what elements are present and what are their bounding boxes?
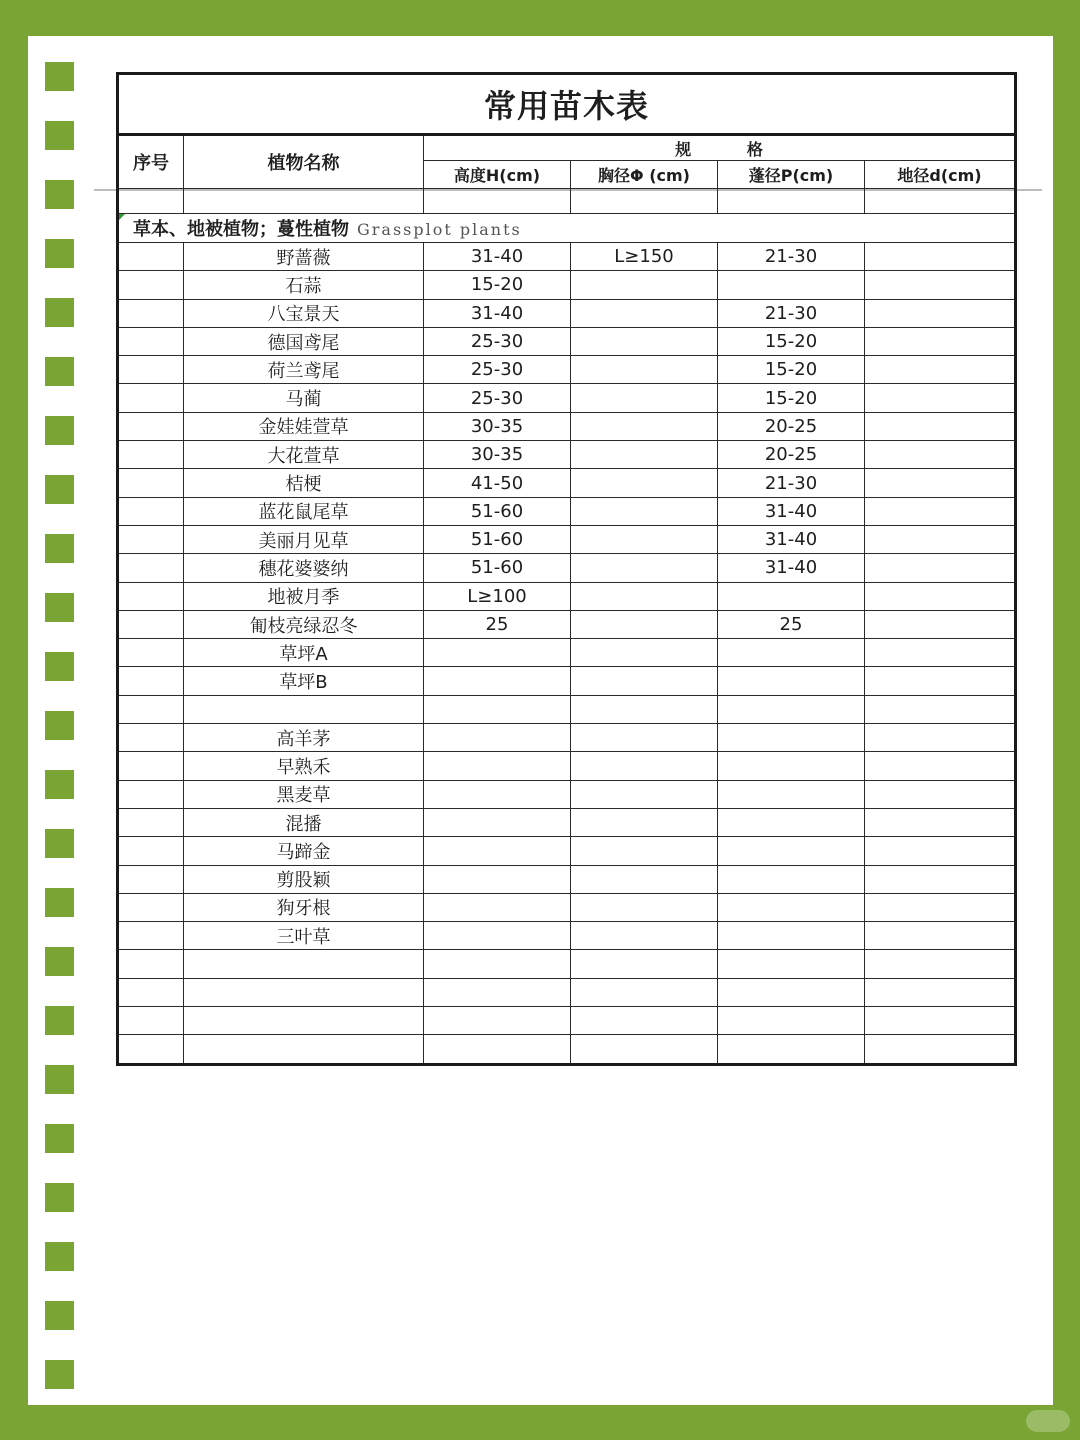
ground-cell — [865, 497, 1016, 525]
height-cell — [424, 780, 571, 808]
crown-cell — [718, 780, 865, 808]
crown-cell: 25 — [718, 610, 865, 638]
height-cell: 25-30 — [424, 327, 571, 355]
plant-name-cell: 地被月季 — [184, 582, 424, 610]
dbh-cell — [571, 356, 718, 384]
table-row — [118, 525, 1016, 553]
dbh-cell — [571, 441, 718, 469]
table-row — [118, 695, 1016, 723]
dbh-cell — [571, 327, 718, 355]
binder-hole — [45, 711, 74, 740]
plant-name-cell: 剪股颖 — [184, 865, 424, 893]
row-no-cell — [118, 780, 184, 808]
ground-cell — [865, 865, 1016, 893]
ground-cell — [865, 922, 1016, 950]
height-cell: 15-20 — [424, 271, 571, 299]
height-cell: 25 — [424, 610, 571, 638]
table-row — [118, 582, 1016, 610]
binder-hole — [45, 1006, 74, 1035]
row-no-cell — [118, 554, 184, 582]
dbh-cell — [571, 950, 718, 978]
row-no-cell — [118, 893, 184, 921]
spacer-cell — [718, 189, 865, 214]
binder-hole — [45, 357, 74, 386]
crown-cell — [718, 582, 865, 610]
crown-cell — [718, 271, 865, 299]
crown-cell: 31-40 — [718, 554, 865, 582]
table-row — [118, 837, 1016, 865]
row-no-cell — [118, 922, 184, 950]
table-row — [118, 1035, 1016, 1064]
height-cell — [424, 837, 571, 865]
row-no-cell — [118, 525, 184, 553]
plant-name-cell: 匍枝亮绿忍冬 — [184, 610, 424, 638]
height-cell — [424, 695, 571, 723]
ground-cell — [865, 639, 1016, 667]
row-no-cell — [118, 356, 184, 384]
height-cell — [424, 1007, 571, 1035]
table-row — [118, 384, 1016, 412]
ground-cell — [865, 525, 1016, 553]
plant-name-cell: 草坪A — [184, 639, 424, 667]
row-no-cell — [118, 243, 184, 271]
table-row — [118, 497, 1016, 525]
height-cell: 30-35 — [424, 412, 571, 440]
crown-cell: 15-20 — [718, 384, 865, 412]
height-cell: 51-60 — [424, 497, 571, 525]
ground-cell — [865, 893, 1016, 921]
plant-name-cell: 金娃娃萱草 — [184, 412, 424, 440]
row-no-cell — [118, 327, 184, 355]
table-row — [118, 752, 1016, 780]
spacer-cell — [424, 189, 571, 214]
binder-hole — [45, 888, 74, 917]
plant-name-cell: 混播 — [184, 808, 424, 836]
plant-name-cell: 桔梗 — [184, 469, 424, 497]
height-cell — [424, 808, 571, 836]
crown-cell: 21-30 — [718, 469, 865, 497]
cell-comment-marker — [119, 214, 125, 220]
plant-name-cell: 黑麦草 — [184, 780, 424, 808]
height-cell — [424, 724, 571, 752]
crown-cell — [718, 950, 865, 978]
table-row — [118, 327, 1016, 355]
plant-name-cell: 野蔷薇 — [184, 243, 424, 271]
header-no: 序号 — [118, 135, 184, 189]
ground-cell — [865, 469, 1016, 497]
row-no-cell — [118, 667, 184, 695]
ground-cell — [865, 724, 1016, 752]
plant-name-cell: 美丽月见草 — [184, 525, 424, 553]
binder-hole — [45, 947, 74, 976]
height-cell: 31-40 — [424, 243, 571, 271]
table-row — [118, 667, 1016, 695]
header-height: 高度H(cm) — [424, 161, 571, 189]
table-row — [118, 865, 1016, 893]
crown-cell: 15-20 — [718, 327, 865, 355]
row-no-cell — [118, 441, 184, 469]
binder-hole — [45, 1301, 74, 1330]
table-row — [118, 808, 1016, 836]
table-row — [118, 271, 1016, 299]
plant-name-cell: 马蹄金 — [184, 837, 424, 865]
dbh-cell — [571, 554, 718, 582]
binder-hole — [45, 121, 74, 150]
plant-name-cell — [184, 978, 424, 1006]
binder-hole — [45, 180, 74, 209]
ground-cell — [865, 610, 1016, 638]
dbh-cell — [571, 525, 718, 553]
ground-cell — [865, 441, 1016, 469]
dbh-cell — [571, 271, 718, 299]
dbh-cell — [571, 978, 718, 1006]
plant-name-cell: 高羊茅 — [184, 724, 424, 752]
crown-cell — [718, 893, 865, 921]
row-no-cell — [118, 1007, 184, 1035]
ground-cell — [865, 1007, 1016, 1035]
row-no-cell — [118, 610, 184, 638]
height-cell: 51-60 — [424, 525, 571, 553]
height-cell: 25-30 — [424, 384, 571, 412]
ground-cell — [865, 327, 1016, 355]
plant-name-cell: 早熟禾 — [184, 752, 424, 780]
dbh-cell — [571, 893, 718, 921]
height-cell: 41-50 — [424, 469, 571, 497]
table-row — [118, 412, 1016, 440]
ground-cell — [865, 356, 1016, 384]
binder-hole — [45, 1360, 74, 1389]
row-no-cell — [118, 978, 184, 1006]
ground-cell — [865, 695, 1016, 723]
binder-hole — [45, 298, 74, 327]
height-cell — [424, 667, 571, 695]
dbh-cell — [571, 922, 718, 950]
crown-cell: 21-30 — [718, 299, 865, 327]
crown-cell: 21-30 — [718, 243, 865, 271]
table-row — [118, 950, 1016, 978]
dbh-cell — [571, 610, 718, 638]
watermark-badge — [1026, 1410, 1070, 1432]
crown-cell — [718, 808, 865, 836]
binder-hole — [45, 829, 74, 858]
table-title: 常用苗木表 — [118, 74, 1016, 135]
ground-cell — [865, 978, 1016, 1006]
dbh-cell — [571, 497, 718, 525]
header-spec: 规 格 — [424, 135, 1016, 161]
dbh-cell — [571, 639, 718, 667]
spacer-cell — [184, 189, 424, 214]
table-row — [118, 1007, 1016, 1035]
crown-cell — [718, 724, 865, 752]
ground-cell — [865, 271, 1016, 299]
binder-hole — [45, 770, 74, 799]
dbh-cell — [571, 695, 718, 723]
plant-name-cell: 八宝景天 — [184, 299, 424, 327]
table-row — [118, 724, 1016, 752]
height-cell — [424, 639, 571, 667]
dbh-cell — [571, 808, 718, 836]
section-heading — [118, 214, 1016, 243]
plant-name-cell — [184, 1007, 424, 1035]
row-no-cell — [118, 1035, 184, 1064]
crown-cell — [718, 1035, 865, 1064]
plant-name-cell: 石蒜 — [184, 271, 424, 299]
section-heading-en: Grassplot plants — [357, 220, 522, 239]
plant-name-cell: 草坪B — [184, 667, 424, 695]
ground-cell — [865, 780, 1016, 808]
table-row — [118, 243, 1016, 271]
plant-name-cell: 三叶草 — [184, 922, 424, 950]
row-no-cell — [118, 384, 184, 412]
ground-cell — [865, 1035, 1016, 1064]
height-cell — [424, 1035, 571, 1064]
height-cell: 30-35 — [424, 441, 571, 469]
binder-hole — [45, 62, 74, 91]
crown-cell: 20-25 — [718, 441, 865, 469]
dbh-cell — [571, 667, 718, 695]
spacer-cell — [571, 189, 718, 214]
dbh-cell — [571, 384, 718, 412]
seedling-table — [116, 72, 1017, 1066]
table-row — [118, 978, 1016, 1006]
spacer-cell — [865, 189, 1016, 214]
table-row — [118, 780, 1016, 808]
height-cell: 31-40 — [424, 299, 571, 327]
height-cell: 51-60 — [424, 554, 571, 582]
height-cell — [424, 922, 571, 950]
header-dbh: 胸径Φ (cm) — [571, 161, 718, 189]
crown-cell — [718, 695, 865, 723]
crown-cell — [718, 837, 865, 865]
dbh-cell: L≥150 — [571, 243, 718, 271]
ground-cell — [865, 384, 1016, 412]
plant-name-cell: 德国鸢尾 — [184, 327, 424, 355]
crown-cell: 31-40 — [718, 497, 865, 525]
height-cell — [424, 752, 571, 780]
binder-hole — [45, 1242, 74, 1271]
row-no-cell — [118, 724, 184, 752]
crown-cell: 15-20 — [718, 356, 865, 384]
table-row — [118, 469, 1016, 497]
binder-hole — [45, 1065, 74, 1094]
binder-hole — [45, 416, 74, 445]
ground-cell — [865, 808, 1016, 836]
ground-cell — [865, 752, 1016, 780]
ground-cell — [865, 243, 1016, 271]
dbh-cell — [571, 1035, 718, 1064]
height-cell — [424, 893, 571, 921]
crown-cell — [718, 978, 865, 1006]
plant-name-cell: 马蔺 — [184, 384, 424, 412]
header-plant-name: 植物名称 — [184, 135, 424, 189]
ground-cell — [865, 412, 1016, 440]
plant-name-cell: 荷兰鸢尾 — [184, 356, 424, 384]
header-crown: 蓬径P(cm) — [718, 161, 865, 189]
binder-hole — [45, 239, 74, 268]
plant-name-cell — [184, 950, 424, 978]
crown-cell — [718, 922, 865, 950]
height-cell — [424, 950, 571, 978]
plant-name-cell — [184, 1035, 424, 1064]
crown-cell — [718, 667, 865, 695]
section-heading-cn: 草本、地被植物；蔓性植物 — [133, 219, 349, 240]
row-no-cell — [118, 808, 184, 836]
row-no-cell — [118, 497, 184, 525]
dbh-cell — [571, 1007, 718, 1035]
height-cell — [424, 865, 571, 893]
binder-hole — [45, 475, 74, 504]
table-row — [118, 356, 1016, 384]
dbh-cell — [571, 780, 718, 808]
row-no-cell — [118, 639, 184, 667]
row-no-cell — [118, 695, 184, 723]
dbh-cell — [571, 837, 718, 865]
height-cell: 25-30 — [424, 356, 571, 384]
row-no-cell — [118, 950, 184, 978]
row-no-cell — [118, 752, 184, 780]
table-row — [118, 299, 1016, 327]
binder-hole — [45, 1183, 74, 1212]
dbh-cell — [571, 752, 718, 780]
row-no-cell — [118, 865, 184, 893]
binder-hole — [45, 1124, 74, 1153]
dbh-cell — [571, 582, 718, 610]
plant-name-cell: 大花萱草 — [184, 441, 424, 469]
ground-cell — [865, 667, 1016, 695]
table-row — [118, 610, 1016, 638]
spacer-cell — [118, 189, 184, 214]
binder-hole — [45, 652, 74, 681]
ground-cell — [865, 950, 1016, 978]
row-no-cell — [118, 299, 184, 327]
dbh-cell — [571, 469, 718, 497]
dbh-cell — [571, 724, 718, 752]
row-no-cell — [118, 469, 184, 497]
plant-name-cell: 狗牙根 — [184, 893, 424, 921]
crown-cell — [718, 639, 865, 667]
height-cell — [424, 978, 571, 1006]
dbh-cell — [571, 299, 718, 327]
binder-hole — [45, 593, 74, 622]
row-no-cell — [118, 837, 184, 865]
table-row — [118, 639, 1016, 667]
plant-name-cell — [184, 695, 424, 723]
crown-cell: 20-25 — [718, 412, 865, 440]
crown-cell — [718, 1007, 865, 1035]
plant-name-cell: 蓝花鼠尾草 — [184, 497, 424, 525]
table-row — [118, 922, 1016, 950]
ground-cell — [865, 837, 1016, 865]
crown-cell — [718, 865, 865, 893]
ground-cell — [865, 299, 1016, 327]
header-ground: 地径d(cm) — [865, 161, 1016, 189]
ground-cell — [865, 582, 1016, 610]
table-row — [118, 893, 1016, 921]
dbh-cell — [571, 865, 718, 893]
crown-cell — [718, 752, 865, 780]
plant-name-cell: 穗花婆婆纳 — [184, 554, 424, 582]
row-no-cell — [118, 271, 184, 299]
table-row — [118, 441, 1016, 469]
dbh-cell — [571, 412, 718, 440]
height-cell: L≥100 — [424, 582, 571, 610]
crown-cell: 31-40 — [718, 525, 865, 553]
row-no-cell — [118, 582, 184, 610]
ground-cell — [865, 554, 1016, 582]
table-row — [118, 554, 1016, 582]
row-no-cell — [118, 412, 184, 440]
binder-hole — [45, 534, 74, 563]
